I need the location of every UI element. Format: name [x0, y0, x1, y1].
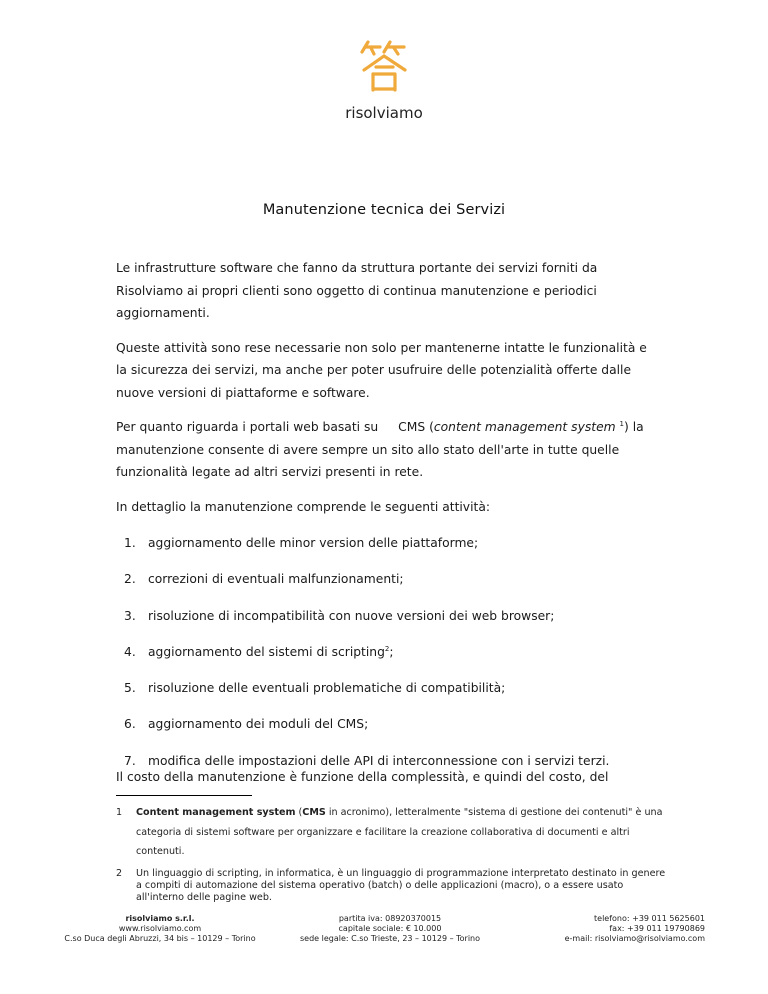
footer-legal-address: sede legale: C.so Trieste, 23 – 10129 – Torino [299, 934, 481, 943]
brand-name: risolviamo [345, 104, 423, 122]
footnote-ref-2[interactable]: 2 [384, 644, 390, 653]
list-item-text: aggiornamento del sistemi di scripting [148, 644, 385, 659]
footnote-body: in acronimo), letteralmente "sistema di gestione dei contenuti" è una categoria di sistemi software per organizzare e facilitare la creazione collaborativa di documenti e altri contenuti. [136, 807, 663, 857]
list-item [116, 605, 656, 641]
list-item-number: 3. [124, 608, 136, 623]
list-item-text: aggiornamento dei moduli del CMS; [148, 717, 369, 732]
list-item [116, 532, 656, 568]
footer-contacts [505, 914, 705, 944]
cms-paragraph-rest: manutenzione consente di avere sempre un sito allo stato dell'arte in tutte quelle funzionalità legate ad altri servizi presenti in rete. [116, 442, 620, 479]
cms-acronym: CMS ( [398, 420, 434, 434]
footnotes [116, 803, 666, 904]
footnote-ref-1[interactable]: 1 [619, 419, 625, 428]
list-item-number: 6. [124, 717, 136, 732]
list-item-text: risoluzione di incompatibilità con nuove versioni dei web browser; [148, 608, 555, 623]
footnote-number: 2 [116, 867, 123, 879]
footnote-1 [116, 803, 666, 862]
list-item-text: correzioni di eventuali malfunzionamenti; [148, 572, 404, 587]
footer-phone: telefono: +39 011 5625601 [594, 914, 705, 923]
maintenance-task-list [116, 532, 656, 786]
footnote-acronym: CMS [302, 807, 326, 818]
list-item-text: aggiornamento delle minor version delle piattaforme; [148, 536, 479, 550]
footer-legal [290, 914, 490, 944]
footnote-paren: ( [295, 807, 303, 818]
cms-paragraph [116, 416, 656, 439]
footer-address: C.so Duca degli Abruzzi, 34 bis – 10129 – Torino [64, 934, 256, 943]
paragraph: Le infrastrutture software che fanno da struttura portante dei servizi forniti da Risolviamo ai propri clienti sono oggetto di continua manutenzione e periodici aggiornamenti. [116, 261, 598, 320]
footer-company [60, 914, 260, 944]
footnote-number: 1 [116, 807, 123, 818]
list-item-number: 7. [124, 753, 136, 768]
list-item-number: 1. [124, 536, 136, 550]
page-header [0, 36, 768, 122]
list-item [116, 641, 656, 677]
document-body [116, 257, 656, 786]
footnote-2 [116, 868, 666, 904]
list-item-number: 5. [124, 681, 136, 696]
footer-company-name: risolviamo s.r.l. [125, 914, 195, 923]
cms-text-after: ) la [624, 420, 644, 434]
list-item-number: 4. [124, 644, 136, 659]
list-intro: In dettaglio la manutenzione comprende le seguenti attività: [116, 499, 491, 514]
list-item [116, 568, 656, 604]
footnote-separator [116, 795, 252, 796]
list-item-number: 2. [124, 572, 136, 587]
list-item [116, 713, 656, 749]
list-item [116, 677, 656, 713]
cost-paragraph: Il costo della manutenzione è funzione della complessità, e quindi del costo, del [116, 770, 609, 784]
footer-website-link[interactable]: www.risolviamo.com [118, 924, 202, 933]
footer-capital: capitale sociale: € 10.000 [338, 924, 442, 933]
list-item-text: risoluzione delle eventuali problematiche di compatibilità; [148, 681, 506, 696]
cms-text-before: Per quanto riguarda i portali web basati su [116, 420, 379, 434]
list-item-punct: ; [389, 644, 394, 659]
footnote-text [136, 803, 666, 862]
footer-fax: fax: +39 011 19790869 [609, 924, 705, 933]
footer-email-link[interactable]: e-mail: risolviamo@risolviamo.com [564, 934, 705, 943]
page-title: Manutenzione tecnica dei Servizi [262, 202, 506, 218]
kanji-answer-logo-icon [354, 36, 414, 96]
footer-vat: partita iva: 08920370015 [338, 914, 442, 923]
paragraph: Queste attività sono rese necessarie non solo per mantenerne intatte le funzionalità e la sicurezza dei servizi, ma anche per poter usufruire delle potenzialità offerte dalle nuove versioni di piattaforme e software. [116, 340, 647, 400]
footnote-body: Un linguaggio di scripting, in informatica, è un linguaggio di programmazione interpretato destinato in genere a compiti di automazione del sistema operativo (batch) o delle applicazioni (macro), o a essere usato all'interno delle pagine web. [136, 867, 666, 903]
list-item-text: modifica delle impostazioni delle API di interconnessione con i servizi terzi. [148, 753, 610, 768]
cms-italic-term: content management system [433, 420, 616, 434]
footnote-term: Content management system [136, 807, 296, 818]
